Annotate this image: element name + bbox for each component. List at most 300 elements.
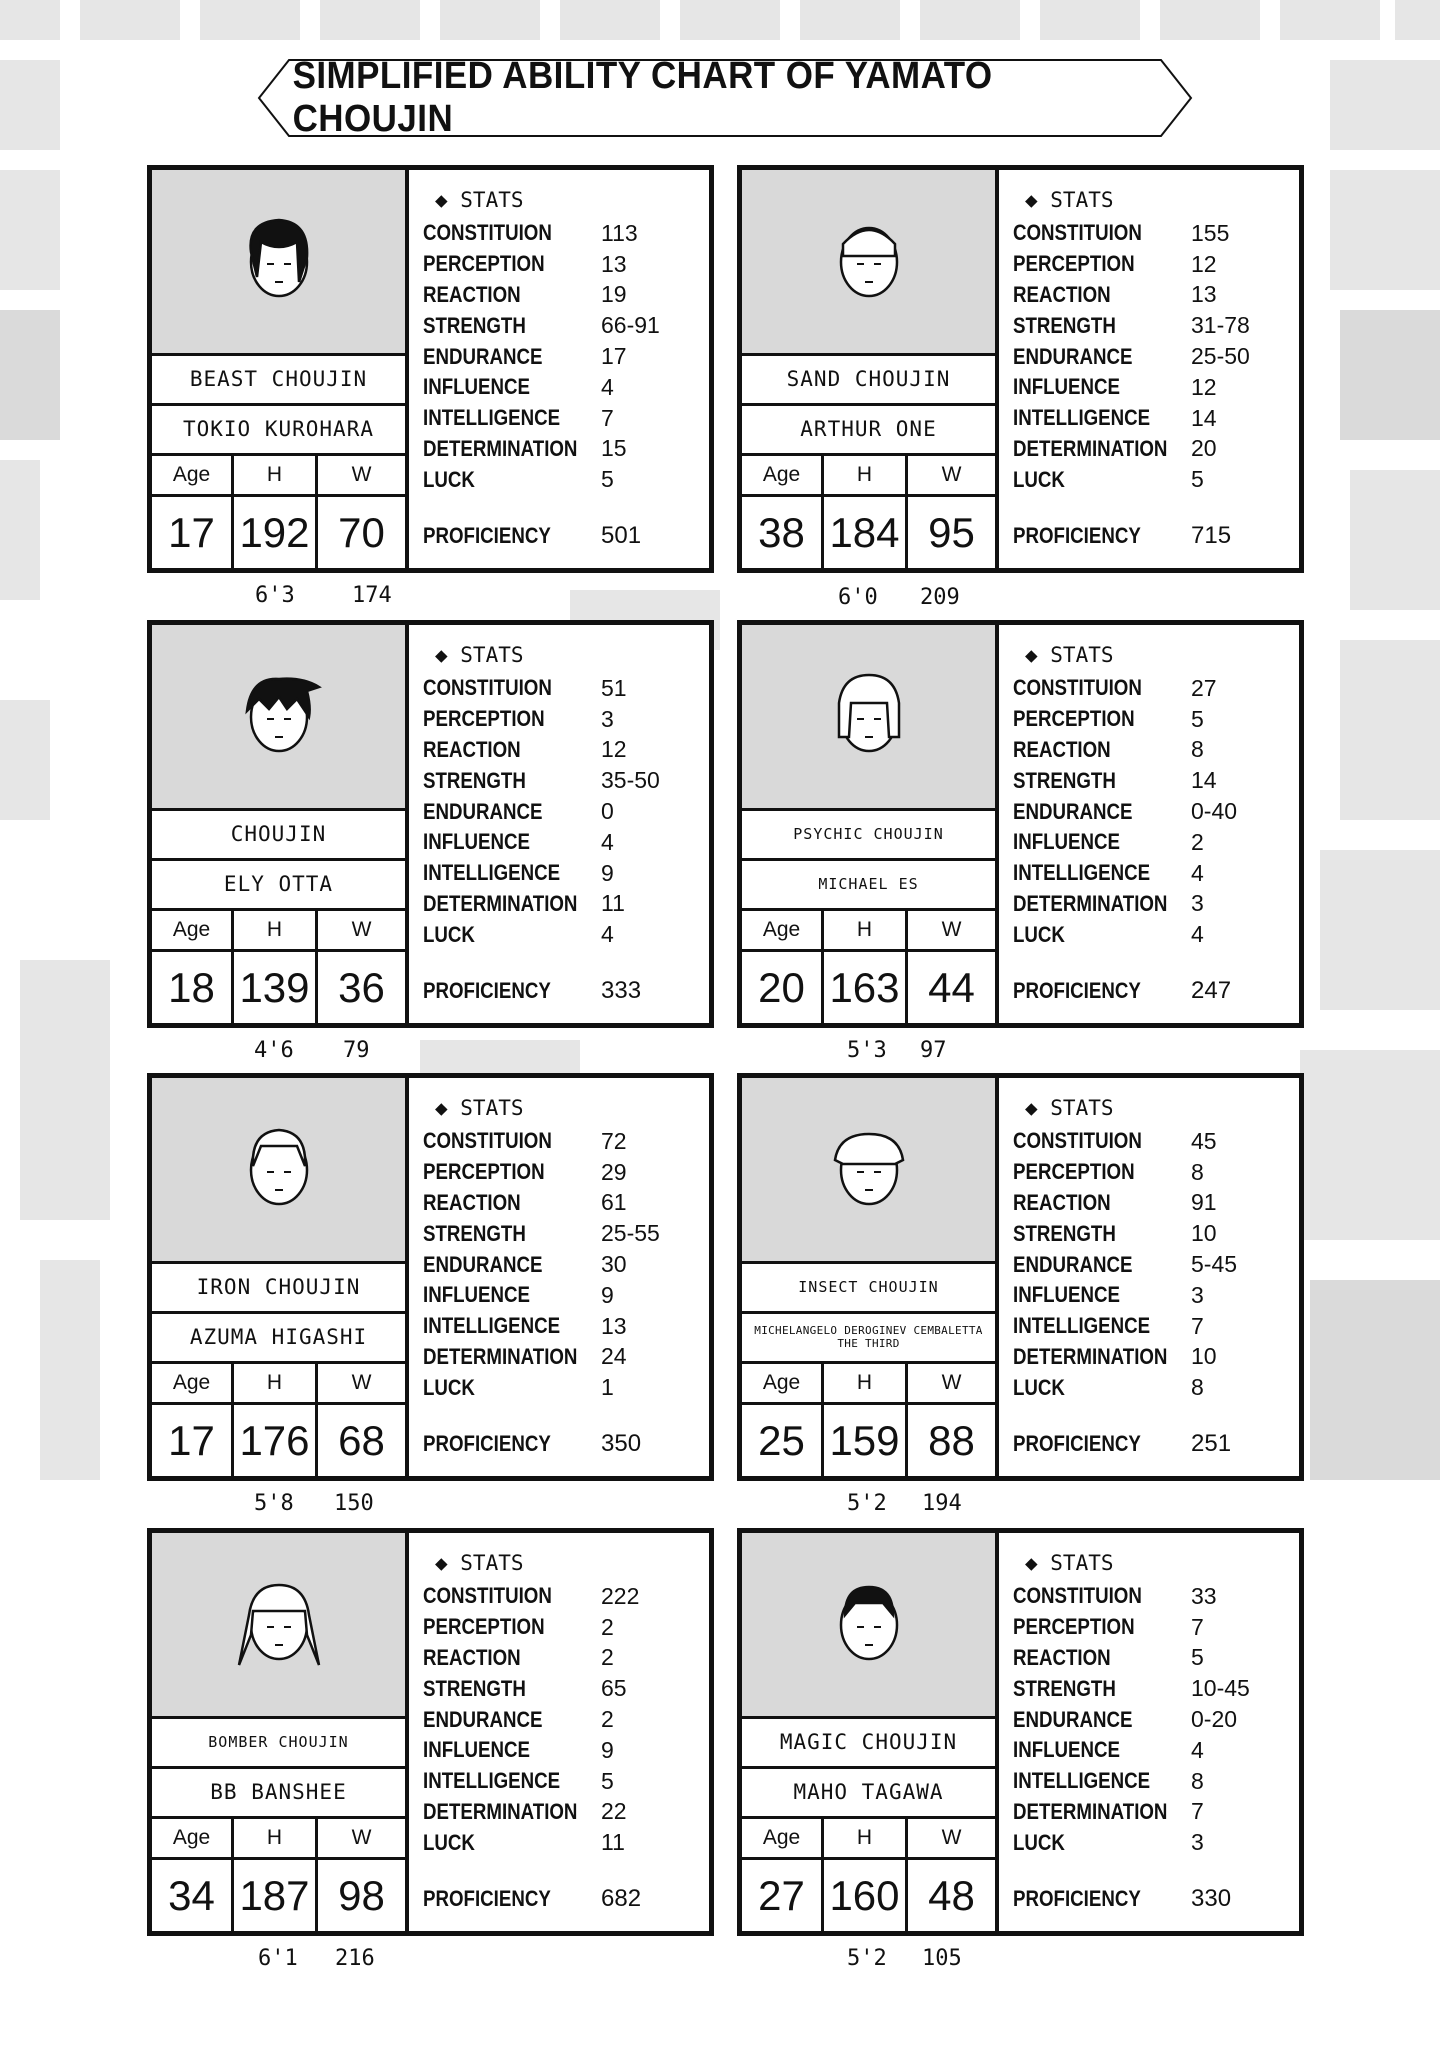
stat-row-constituion xyxy=(1013,218,1299,249)
stat-value: 9 xyxy=(601,1736,614,1763)
stat-row-influence xyxy=(1013,1280,1299,1311)
stat-row-luck xyxy=(423,1372,709,1403)
stat-row-influence xyxy=(1013,372,1299,403)
height-value: 192 xyxy=(234,497,318,568)
stat-row-strength xyxy=(1013,1673,1299,1704)
stat-label: INFLUENCE xyxy=(423,829,531,855)
age-value: 34 xyxy=(152,1860,234,1931)
stat-row-strength xyxy=(1013,310,1299,341)
ahw-header xyxy=(742,911,995,952)
stat-value: 2 xyxy=(1191,828,1204,855)
stat-value: 22 xyxy=(601,1798,627,1825)
stat-value: 11 xyxy=(601,1829,625,1856)
stat-row-intelligence xyxy=(423,403,709,434)
age-value: 38 xyxy=(742,497,824,568)
card-left-panel xyxy=(152,1533,409,1931)
stat-value: 1 xyxy=(601,1374,614,1401)
age-header: Age xyxy=(742,456,824,494)
stat-row-endurance xyxy=(1013,796,1299,827)
stat-label: DETERMINATION xyxy=(423,890,578,916)
height-header: H xyxy=(234,1364,318,1402)
choujin-type: MAGIC CHOUJIN xyxy=(742,1719,995,1769)
stat-label: CONSTITUION xyxy=(423,1583,552,1609)
stat-row-perception xyxy=(1013,704,1299,735)
character-card xyxy=(737,165,1304,573)
stat-label: ENDURANCE xyxy=(423,343,543,369)
weight-imperial-note: 174 xyxy=(352,583,392,608)
stat-row-reaction xyxy=(1013,280,1299,311)
age-value: 27 xyxy=(742,1860,824,1931)
weight-imperial-note: 97 xyxy=(920,1038,947,1063)
stat-value: 7 xyxy=(1191,1613,1204,1640)
stat-label: REACTION xyxy=(423,1189,521,1215)
title-banner xyxy=(255,55,1195,140)
stat-label: STRENGTH xyxy=(423,1675,526,1701)
stat-value: 4 xyxy=(601,373,614,400)
stat-value: 35-50 xyxy=(601,767,660,794)
stat-row-strength xyxy=(1013,765,1299,796)
height-value: 176 xyxy=(234,1405,318,1476)
ahw-header xyxy=(742,456,995,497)
stat-label: INTELLIGENCE xyxy=(423,405,561,431)
height-imperial-note: 6'1 xyxy=(258,1946,298,1971)
stat-label: STRENGTH xyxy=(1013,1675,1116,1701)
age-header: Age xyxy=(742,911,824,949)
stat-value: 5 xyxy=(1191,1644,1204,1671)
character-name: MICHELANGELO DEROGINEV CEMBALETTA THE THIRD xyxy=(742,1314,995,1364)
stat-value: 20 xyxy=(1191,435,1217,462)
stat-value: 3 xyxy=(1191,1829,1204,1856)
stat-row-intelligence xyxy=(1013,1311,1299,1342)
stat-label: INFLUENCE xyxy=(1013,829,1121,855)
choujin-type: SAND CHOUJIN xyxy=(742,356,995,406)
stat-value: 17 xyxy=(601,343,627,370)
choujin-type: BEAST CHOUJIN xyxy=(152,356,405,406)
weight-header: W xyxy=(941,463,962,486)
stat-label: CONSTITUION xyxy=(1013,1128,1142,1154)
weight-value: 98 xyxy=(338,1871,385,1919)
stat-value: 9 xyxy=(601,1281,614,1308)
stat-row-influence xyxy=(423,372,709,403)
stat-row-intelligence xyxy=(423,858,709,889)
stat-label: DETERMINATION xyxy=(1013,1798,1168,1824)
stat-row-determination xyxy=(423,889,709,920)
stat-label: CONSTITUION xyxy=(1013,220,1142,246)
stat-value: 24 xyxy=(601,1343,627,1370)
height-imperial-note: 6'3 xyxy=(255,583,295,608)
weight-value: 70 xyxy=(338,508,385,556)
weight-value: 68 xyxy=(338,1416,385,1464)
stat-value: 11 xyxy=(601,890,625,917)
stat-label: PERCEPTION xyxy=(1013,1159,1135,1185)
stat-label: PERCEPTION xyxy=(423,251,545,277)
stats-panel xyxy=(999,170,1299,568)
stats-heading: ◆ STATS xyxy=(1025,643,1114,667)
stat-label: INTELLIGENCE xyxy=(423,1768,561,1794)
stat-row-determination xyxy=(423,434,709,465)
stat-row-determination xyxy=(423,1342,709,1373)
stat-value: 27 xyxy=(1191,674,1217,701)
stat-label: PERCEPTION xyxy=(1013,1614,1135,1640)
age-header: Age xyxy=(152,1819,234,1857)
stat-label: DETERMINATION xyxy=(1013,1343,1168,1369)
stat-row-perception xyxy=(423,1157,709,1188)
stat-label: LUCK xyxy=(423,921,475,947)
character-portrait xyxy=(742,625,995,811)
stat-value: 3 xyxy=(601,705,614,732)
stat-row-influence xyxy=(423,1735,709,1766)
stats-panel xyxy=(409,170,709,568)
proficiency-row xyxy=(423,1885,641,1913)
stat-row-perception xyxy=(423,249,709,280)
stat-value: 5 xyxy=(1191,466,1204,493)
stat-row-influence xyxy=(1013,827,1299,858)
character-portrait xyxy=(152,170,405,356)
stats-heading: ◆ STATS xyxy=(1025,188,1114,212)
height-value: 139 xyxy=(234,952,318,1023)
stats-panel xyxy=(409,625,709,1023)
age-header: Age xyxy=(152,1364,234,1402)
stat-value: 30 xyxy=(601,1251,627,1278)
stat-value: 14 xyxy=(1191,404,1217,431)
age-header: Age xyxy=(742,1819,824,1857)
proficiency-value: 247 xyxy=(1191,977,1232,1004)
height-header: H xyxy=(234,1819,318,1857)
stat-value: 5 xyxy=(601,466,614,493)
stat-value: 10-45 xyxy=(1191,1675,1250,1702)
stat-row-endurance xyxy=(423,1249,709,1280)
stat-row-strength xyxy=(423,1218,709,1249)
weight-value: 44 xyxy=(928,963,975,1011)
stat-label: INFLUENCE xyxy=(423,1737,531,1763)
stat-row-luck xyxy=(423,464,709,495)
proficiency-row xyxy=(1013,1430,1231,1458)
proficiency-row xyxy=(1013,1885,1231,1913)
choujin-type: INSECT CHOUJIN xyxy=(742,1264,995,1314)
proficiency-label: PROFICIENCY xyxy=(423,978,551,1003)
character-portrait xyxy=(152,1078,405,1264)
height-value: 187 xyxy=(234,1860,318,1931)
stat-value: 3 xyxy=(1191,1281,1204,1308)
stat-value: 8 xyxy=(1191,1374,1204,1401)
character-portrait xyxy=(742,1078,995,1264)
proficiency-row xyxy=(423,977,641,1005)
stat-label: ENDURANCE xyxy=(423,1706,543,1732)
stat-label: CONSTITUION xyxy=(1013,1583,1142,1609)
stat-label: INFLUENCE xyxy=(1013,1282,1121,1308)
stat-value: 13 xyxy=(1191,281,1217,308)
stat-value: 65 xyxy=(601,1675,627,1702)
ahw-header xyxy=(152,456,405,497)
height-imperial-note: 4'6 xyxy=(254,1038,294,1063)
card-left-panel xyxy=(152,170,409,568)
stat-row-constituion xyxy=(423,673,709,704)
stat-row-determination xyxy=(1013,434,1299,465)
height-value: 160 xyxy=(824,1860,908,1931)
stat-value: 33 xyxy=(1191,1582,1217,1609)
height-imperial-note: 5'2 xyxy=(847,1491,887,1516)
stats-heading: ◆ STATS xyxy=(435,643,524,667)
stat-row-reaction xyxy=(1013,735,1299,766)
card-left-panel xyxy=(742,625,999,1023)
stat-label: REACTION xyxy=(1013,1644,1111,1670)
stat-label: LUCK xyxy=(423,1374,475,1400)
stat-label: PERCEPTION xyxy=(423,706,545,732)
stat-row-luck xyxy=(423,919,709,950)
stat-value: 0-40 xyxy=(1191,798,1238,825)
age-value: 25 xyxy=(742,1405,824,1476)
stat-row-perception xyxy=(1013,1157,1299,1188)
stat-value: 2 xyxy=(601,1644,614,1671)
height-header: H xyxy=(824,911,908,949)
character-card xyxy=(147,1528,714,1936)
weight-value: 36 xyxy=(338,963,385,1011)
stat-row-intelligence xyxy=(423,1311,709,1342)
weight-header: W xyxy=(351,1826,372,1849)
height-imperial-note: 5'2 xyxy=(847,1946,887,1971)
choujin-type: BOMBER CHOUJIN xyxy=(152,1719,405,1769)
card-left-panel xyxy=(152,625,409,1023)
proficiency-label: PROFICIENCY xyxy=(1013,1431,1141,1456)
weight-header: W xyxy=(941,918,962,941)
stat-row-constituion xyxy=(423,1581,709,1612)
stat-value: 4 xyxy=(1191,1736,1204,1763)
ahw-values xyxy=(152,1860,405,1931)
stat-row-determination xyxy=(1013,1797,1299,1828)
character-card xyxy=(737,1528,1304,1936)
stats-heading: ◆ STATS xyxy=(435,1096,524,1120)
ahw-header xyxy=(152,911,405,952)
age-value: 20 xyxy=(742,952,824,1023)
stat-value: 8 xyxy=(1191,1767,1204,1794)
stat-label: REACTION xyxy=(423,736,521,762)
height-header: H xyxy=(824,1819,908,1857)
proficiency-label: PROFICIENCY xyxy=(423,1886,551,1911)
stat-label: ENDURANCE xyxy=(423,798,543,824)
character-name: ARTHUR ONE xyxy=(742,406,995,456)
stat-value: 61 xyxy=(601,1189,627,1216)
stat-label: LUCK xyxy=(1013,1374,1065,1400)
stat-label: PERCEPTION xyxy=(1013,251,1135,277)
stat-value: 12 xyxy=(1191,373,1217,400)
stat-row-reaction xyxy=(1013,1643,1299,1674)
character-name: BB BANSHEE xyxy=(152,1769,405,1819)
choujin-type: IRON CHOUJIN xyxy=(152,1264,405,1314)
stat-row-luck xyxy=(423,1827,709,1858)
stat-value: 29 xyxy=(601,1158,627,1185)
stat-label: DETERMINATION xyxy=(423,1798,578,1824)
stat-label: CONSTITUION xyxy=(423,1128,552,1154)
character-portrait xyxy=(152,1533,405,1719)
proficiency-label: PROFICIENCY xyxy=(423,523,551,548)
stat-value: 8 xyxy=(1191,736,1204,763)
stats-panel xyxy=(999,1078,1299,1476)
stat-row-strength xyxy=(423,1673,709,1704)
character-name: MICHAEL ES xyxy=(742,861,995,911)
stat-value: 12 xyxy=(601,736,627,763)
age-header: Age xyxy=(152,911,234,949)
stat-label: LUCK xyxy=(1013,466,1065,492)
stat-label: INTELLIGENCE xyxy=(1013,1768,1151,1794)
character-card xyxy=(737,620,1304,1028)
stat-label: STRENGTH xyxy=(1013,1220,1116,1246)
stat-row-endurance xyxy=(423,796,709,827)
stat-row-perception xyxy=(1013,249,1299,280)
ahw-values xyxy=(152,497,405,568)
character-name: ELY OTTA xyxy=(152,861,405,911)
stats-heading: ◆ STATS xyxy=(435,188,524,212)
proficiency-label: PROFICIENCY xyxy=(1013,978,1141,1003)
stat-value: 113 xyxy=(601,219,638,246)
stat-value: 10 xyxy=(1191,1220,1217,1247)
stat-value: 4 xyxy=(601,921,614,948)
stat-label: ENDURANCE xyxy=(423,1251,543,1277)
stat-value: 51 xyxy=(601,674,627,701)
stat-row-reaction xyxy=(423,735,709,766)
stat-row-strength xyxy=(423,310,709,341)
weight-imperial-note: 209 xyxy=(920,585,960,610)
stat-value: 15 xyxy=(601,435,627,462)
proficiency-row xyxy=(423,1430,641,1458)
character-name: TOKIO KUROHARA xyxy=(152,406,405,456)
ahw-values xyxy=(742,952,995,1023)
stat-label: REACTION xyxy=(423,1644,521,1670)
proficiency-label: PROFICIENCY xyxy=(1013,1886,1141,1911)
stat-label: ENDURANCE xyxy=(1013,798,1133,824)
stat-value: 72 xyxy=(601,1127,627,1154)
stat-row-constituion xyxy=(423,1126,709,1157)
stat-row-influence xyxy=(1013,1735,1299,1766)
weight-header: W xyxy=(941,1371,962,1394)
stat-row-luck xyxy=(1013,464,1299,495)
proficiency-row xyxy=(423,522,641,550)
stat-label: ENDURANCE xyxy=(1013,1251,1133,1277)
weight-header: W xyxy=(941,1826,962,1849)
weight-header: W xyxy=(351,1371,372,1394)
stat-row-reaction xyxy=(423,280,709,311)
ahw-values xyxy=(742,1405,995,1476)
height-imperial-note: 5'3 xyxy=(847,1038,887,1063)
stat-label: STRENGTH xyxy=(1013,767,1116,793)
stat-row-endurance xyxy=(1013,341,1299,372)
card-left-panel xyxy=(152,1078,409,1476)
weight-imperial-note: 105 xyxy=(922,1946,962,1971)
card-left-panel xyxy=(742,1533,999,1931)
weight-imperial-note: 194 xyxy=(922,1491,962,1516)
stat-row-intelligence xyxy=(423,1766,709,1797)
stat-value: 66-91 xyxy=(601,312,660,339)
stat-label: STRENGTH xyxy=(423,312,526,338)
stat-row-perception xyxy=(423,704,709,735)
character-card xyxy=(147,620,714,1028)
stat-label: DETERMINATION xyxy=(423,1343,578,1369)
proficiency-value: 715 xyxy=(1191,522,1232,549)
stat-label: ENDURANCE xyxy=(1013,1706,1133,1732)
character-portrait xyxy=(742,170,995,356)
ahw-header xyxy=(742,1819,995,1860)
stat-value: 5 xyxy=(1191,705,1204,732)
weight-value: 95 xyxy=(928,508,975,556)
stat-value: 45 xyxy=(1191,1127,1217,1154)
stat-row-influence xyxy=(423,827,709,858)
stat-value: 9 xyxy=(601,859,614,886)
stat-value: 19 xyxy=(601,281,627,308)
ahw-values xyxy=(152,1405,405,1476)
character-name: MAHO TAGAWA xyxy=(742,1769,995,1819)
stat-label: REACTION xyxy=(1013,1189,1111,1215)
proficiency-value: 330 xyxy=(1191,1885,1232,1912)
stat-row-constituion xyxy=(423,218,709,249)
ahw-values xyxy=(742,497,995,568)
stat-value: 4 xyxy=(1191,921,1204,948)
stat-value: 5 xyxy=(601,1767,614,1794)
ahw-values xyxy=(742,1860,995,1931)
stat-label: INFLUENCE xyxy=(423,1282,531,1308)
proficiency-value: 350 xyxy=(601,1430,642,1457)
stat-label: INTELLIGENCE xyxy=(423,1313,561,1339)
stat-label: INFLUENCE xyxy=(1013,1737,1121,1763)
stat-row-luck xyxy=(1013,919,1299,950)
stat-row-luck xyxy=(1013,1372,1299,1403)
stat-value: 13 xyxy=(601,250,627,277)
stat-row-strength xyxy=(1013,1218,1299,1249)
height-value: 159 xyxy=(824,1405,908,1476)
stats-panel xyxy=(999,1533,1299,1931)
stat-row-constituion xyxy=(1013,673,1299,704)
stat-label: CONSTITUION xyxy=(1013,675,1142,701)
proficiency-value: 333 xyxy=(601,977,642,1004)
stat-label: ENDURANCE xyxy=(1013,343,1133,369)
character-card xyxy=(737,1073,1304,1481)
stat-row-reaction xyxy=(423,1643,709,1674)
stat-label: CONSTITUION xyxy=(423,220,552,246)
stat-value: 155 xyxy=(1191,219,1230,246)
stat-label: INTELLIGENCE xyxy=(1013,405,1151,431)
stat-label: CONSTITUION xyxy=(423,675,552,701)
proficiency-value: 682 xyxy=(601,1885,642,1912)
stat-label: STRENGTH xyxy=(423,1220,526,1246)
character-portrait xyxy=(152,625,405,811)
stat-row-influence xyxy=(423,1280,709,1311)
stat-value: 4 xyxy=(1191,859,1204,886)
age-value: 17 xyxy=(152,497,234,568)
stat-row-endurance xyxy=(1013,1249,1299,1280)
proficiency-label: PROFICIENCY xyxy=(1013,523,1141,548)
stat-row-intelligence xyxy=(1013,858,1299,889)
choujin-type: CHOUJIN xyxy=(152,811,405,861)
stat-row-luck xyxy=(1013,1827,1299,1858)
stat-label: PERCEPTION xyxy=(423,1614,545,1640)
weight-imperial-note: 79 xyxy=(343,1038,370,1063)
stat-value: 7 xyxy=(601,404,614,431)
stat-label: INTELLIGENCE xyxy=(1013,1313,1151,1339)
weight-value: 48 xyxy=(928,1871,975,1919)
weight-imperial-note: 216 xyxy=(335,1946,375,1971)
stat-row-perception xyxy=(1013,1612,1299,1643)
age-value: 17 xyxy=(152,1405,234,1476)
weight-header: W xyxy=(351,918,372,941)
character-name: AZUMA HIGASHI xyxy=(152,1314,405,1364)
stat-row-endurance xyxy=(423,341,709,372)
stat-value: 13 xyxy=(601,1312,627,1339)
character-portrait xyxy=(742,1533,995,1719)
stat-label: REACTION xyxy=(1013,281,1111,307)
stat-value: 5-45 xyxy=(1191,1251,1238,1278)
stat-row-reaction xyxy=(423,1188,709,1219)
stat-label: INTELLIGENCE xyxy=(423,860,561,886)
stat-label: INFLUENCE xyxy=(1013,374,1121,400)
stat-label: INFLUENCE xyxy=(423,374,531,400)
